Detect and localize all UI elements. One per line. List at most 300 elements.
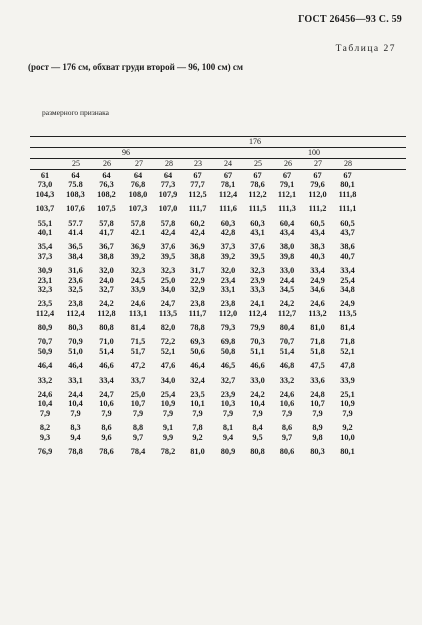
table-cell: 40,3 [310, 251, 325, 261]
table-cell: 70,3 [250, 337, 265, 347]
header-size: 26 [284, 159, 292, 168]
table-cell: 24,7 [99, 390, 114, 400]
table-cell: 50,9 [37, 346, 53, 356]
page-header: ГОСТ 26456—93 С. 59 [298, 14, 402, 25]
table-cell: 64 [102, 171, 111, 180]
table-cell: 47,5 [310, 361, 325, 371]
table-cell: 70,9 [68, 337, 83, 347]
row-group [30, 299, 406, 318]
table-cell: 33,6 [310, 375, 325, 385]
table-cell: 57,8 [130, 218, 146, 228]
table-cell: 9,3 [39, 432, 51, 442]
table-row [30, 323, 406, 332]
table-cell: 24,0 [99, 275, 114, 285]
table-row [30, 204, 406, 213]
table-cell: 33,4 [99, 375, 114, 385]
table-row [30, 228, 406, 237]
table-cell: 9,8 [312, 432, 323, 442]
table-cell: 33,1 [220, 284, 236, 294]
header-size: 26 [103, 159, 111, 168]
table-cell: 78,2 [160, 446, 176, 456]
table-row [30, 252, 406, 261]
table-cell: 32,7 [220, 375, 236, 385]
table-cell: 60,3 [220, 218, 236, 228]
table-cell: 24,9 [310, 275, 325, 285]
table-cell: 22,9 [190, 275, 205, 285]
table-cell: 67 [193, 171, 202, 180]
table-cell: 9,5 [252, 432, 263, 442]
table-cell: 33,2 [37, 375, 53, 385]
table-cell: 37,3 [220, 242, 236, 252]
header-size: 25 [72, 159, 80, 168]
table-cell: 33,3 [250, 284, 265, 294]
table-cell: 112,7 [277, 308, 297, 318]
table-cell: 9,2 [192, 432, 203, 442]
table-cell: 35,4 [37, 242, 53, 252]
table-cell: 57,8 [160, 218, 176, 228]
table-cell: 47,6 [160, 361, 176, 371]
table-cell: 38,3 [310, 242, 325, 252]
table-cell: 79,6 [310, 180, 325, 190]
table-cell: 8,9 [312, 423, 323, 433]
table-cell: 24,9 [340, 299, 355, 309]
table-cell: 37,3 [37, 251, 53, 261]
table-cell: 52,1 [160, 346, 176, 356]
table-cell: 30,9 [37, 266, 53, 276]
table-cell: 24,2 [250, 390, 265, 400]
table-cell: 80,3 [68, 323, 83, 333]
table-cell: 46,4 [68, 361, 83, 371]
table-cell: 78,6 [250, 180, 265, 190]
table-cell: 50,6 [190, 346, 205, 356]
header-chest-100: 100 [308, 148, 320, 157]
header-size: 25 [254, 159, 262, 168]
table-cell: 60,2 [190, 218, 205, 228]
row-group [30, 423, 406, 442]
table-cell: 79,3 [220, 323, 236, 333]
table-cell: 7,9 [281, 408, 293, 418]
table-cell: 10,9 [340, 399, 355, 409]
table-cell: 7,8 [192, 423, 203, 433]
table-row [30, 266, 406, 275]
table-cell: 77,7 [190, 180, 205, 190]
measurements-table [30, 136, 406, 456]
header-row-sizes [30, 159, 406, 169]
table-cell: 67 [313, 171, 322, 180]
table-cell: 73,0 [37, 180, 53, 190]
table-label: Таблица 27 [335, 44, 396, 54]
table-row [30, 219, 406, 228]
table-cell: 10,4 [68, 399, 83, 409]
table-cell: 112,4 [35, 308, 55, 318]
table-row [30, 276, 406, 285]
header-size: 24 [224, 159, 232, 168]
table-cell: 9,1 [162, 423, 174, 433]
row-group [30, 323, 406, 332]
table-cell: 38,6 [340, 242, 355, 252]
table-cell: 9,7 [281, 432, 293, 442]
table-cell: 108,2 [97, 189, 116, 199]
table-cell: 111,3 [278, 204, 296, 214]
table-cell: 80,8 [250, 446, 265, 456]
table-cell: 43,4 [310, 227, 325, 237]
table-cell: 112,4 [66, 308, 85, 318]
table-cell: 8,3 [70, 423, 81, 433]
table-cell: 33,7 [130, 375, 146, 385]
table-cell: 112,4 [248, 308, 267, 318]
table-cell: 46,6 [99, 361, 114, 371]
table-cell: 80,3 [310, 446, 325, 456]
table-cell: 60,5 [340, 218, 355, 228]
table-cell: 24,6 [279, 390, 295, 400]
table-row [30, 447, 406, 456]
table-cell: 107,9 [158, 189, 178, 199]
table-cell: 23,6 [68, 275, 83, 285]
table-cell: 34,0 [160, 284, 176, 294]
table-cell: 70,7 [279, 337, 295, 347]
table-cell: 10,1 [190, 399, 205, 409]
table-cell: 24,1 [250, 299, 265, 309]
table-cell: 69,3 [190, 337, 205, 347]
header-size: 28 [165, 159, 173, 168]
table-cell: 51,0 [68, 346, 83, 356]
table-cell: 38,4 [68, 251, 83, 261]
table-cell: 36,7 [99, 242, 114, 252]
row-group [30, 242, 406, 261]
table-cell: 7,9 [162, 408, 174, 418]
table-cell: 7,9 [312, 408, 323, 418]
table-cell: 71,8 [310, 337, 325, 347]
table-cell: 67 [253, 171, 262, 180]
table-cell: 81,4 [130, 323, 146, 333]
table-cell: 51,1 [250, 346, 265, 356]
table-row [30, 180, 406, 189]
table-row [30, 337, 406, 346]
table-cell: 23,5 [190, 390, 205, 400]
table-cell: 40,1 [37, 227, 53, 237]
table-cell: 25,0 [160, 275, 176, 285]
row-group [30, 266, 406, 294]
row-group [30, 390, 406, 418]
table-cell: 111,7 [188, 308, 207, 318]
table-cell: 52,1 [340, 346, 355, 356]
table-cell: 64 [71, 171, 80, 180]
table-cell: 107,5 [97, 204, 116, 214]
table-cell: 24,2 [279, 299, 295, 309]
table-cell: 34,8 [340, 284, 355, 294]
table-cell: 107,6 [66, 204, 85, 214]
table-cell: 51,8 [310, 346, 325, 356]
table-cell: 57,8 [99, 218, 114, 228]
table-cell: 32,5 [68, 284, 83, 294]
row-group [30, 376, 406, 385]
table-cell: 107,3 [128, 204, 148, 214]
table-cell: 31,7 [190, 266, 205, 276]
table-cell: 112,4 [218, 189, 238, 199]
table-cell: 7,9 [101, 408, 112, 418]
table-cell: 24,8 [310, 390, 325, 400]
table-cell: 61 [40, 171, 50, 180]
table-cell: 10,9 [160, 399, 176, 409]
table-cell: 33,4 [310, 266, 325, 276]
table-cell: 32,9 [190, 284, 205, 294]
table-row [30, 309, 406, 318]
table-row [30, 347, 406, 356]
table-cell: 25,1 [340, 390, 355, 400]
row-group [30, 447, 406, 456]
table-cell: 78,1 [220, 180, 236, 190]
table-cell: 39,5 [250, 251, 265, 261]
table-cell: 9,2 [342, 423, 353, 433]
table-cell: 7,9 [132, 408, 144, 418]
table-cell: 34,6 [310, 284, 325, 294]
table-cell: 24,6 [37, 390, 53, 400]
table-cell: 10,3 [220, 399, 236, 409]
table-cell: 112,5 [188, 189, 207, 199]
table-row [30, 390, 406, 399]
table-cell: 9,4 [222, 432, 234, 442]
table-cell: 79,9 [250, 323, 265, 333]
row-group [30, 337, 406, 356]
header-size: 23 [194, 159, 202, 168]
table-cell: 79,1 [279, 180, 295, 190]
row-group [30, 361, 406, 370]
table-cell: 7,9 [192, 408, 203, 418]
table-cell: 9,4 [70, 432, 81, 442]
table-cell: 23,8 [190, 299, 205, 309]
table-row [30, 399, 406, 408]
table-cell: 46,5 [220, 361, 236, 371]
table-cell: 32,7 [99, 284, 114, 294]
table-cell: 42.1 [130, 227, 146, 237]
table-cell: 25,0 [130, 390, 146, 400]
table-cell: 80,9 [37, 323, 53, 333]
table-cell: 113,2 [308, 308, 327, 318]
table-cell: 7,9 [252, 408, 263, 418]
table-cell: 113,5 [158, 308, 178, 318]
table-cell: 33,0 [250, 375, 265, 385]
table-row [30, 376, 406, 385]
table-cell: 70,7 [37, 337, 53, 347]
table-cell: 39,2 [130, 251, 146, 261]
table-cell: 33,4 [340, 266, 355, 276]
table-cell: 24,7 [160, 299, 176, 309]
table-cell: 36,5 [68, 242, 83, 252]
table-cell: 78,6 [99, 446, 114, 456]
table-cell: 81,0 [190, 446, 205, 456]
row-group [30, 171, 406, 199]
table-cell: 113,5 [338, 308, 357, 318]
table-body [30, 171, 406, 456]
table-cell: 67 [343, 171, 352, 180]
table-cell: 10,4 [37, 399, 53, 409]
table-row [30, 433, 406, 442]
table-cell: 76,3 [99, 180, 114, 190]
table-cell: 64 [163, 171, 173, 180]
table-cell: 80,9 [220, 446, 236, 456]
table-cell: 111,6 [219, 204, 237, 214]
table-cell: 10,7 [130, 399, 146, 409]
table-cell: 111,5 [248, 204, 267, 214]
table-cell: 25,4 [340, 275, 355, 285]
table-cell: 111,2 [308, 204, 327, 214]
table-row [30, 190, 406, 199]
table-cell: 33,2 [279, 375, 295, 385]
table-cell: 36,9 [130, 242, 146, 252]
table-cell: 8,1 [222, 423, 234, 433]
table-cell: 112,1 [277, 189, 297, 199]
table-cell: 69,8 [220, 337, 236, 347]
table-cell: 39,5 [160, 251, 176, 261]
header-height-value: 176 [249, 137, 261, 146]
table-cell: 72,2 [160, 337, 176, 347]
table-row [30, 299, 406, 308]
table-cell: 23,8 [220, 299, 236, 309]
table-cell: 71,0 [99, 337, 114, 347]
table-cell: 46,4 [37, 361, 53, 371]
header-size: 28 [344, 159, 352, 168]
table-cell: 38,0 [279, 242, 295, 252]
table-cell: 80,8 [99, 323, 114, 333]
table-cell: 46,8 [279, 361, 295, 371]
table-cell: 23,1 [37, 275, 53, 285]
table-cell: 23,9 [250, 275, 265, 285]
header-row-height [30, 137, 406, 147]
table-cell: 81,4 [340, 323, 355, 333]
column-header-label: размерного признака [42, 108, 109, 117]
table-cell: 8,8 [132, 423, 144, 433]
table-cell: 8,4 [252, 423, 263, 433]
table-cell: 111,1 [338, 204, 357, 214]
table-cell: 67 [223, 171, 233, 180]
table-cell: 80,1 [340, 446, 355, 456]
table-cell: 76,8 [130, 180, 146, 190]
table-cell: 111,8 [338, 189, 357, 199]
table-cell: 76,9 [37, 446, 53, 456]
table-cell: 33,9 [340, 375, 355, 385]
table-row [30, 423, 406, 432]
table-cell: 42,4 [160, 227, 176, 237]
table-cell: 107,0 [158, 204, 178, 214]
table-cell: 47,2 [130, 361, 146, 371]
table-cell: 108,0 [128, 189, 148, 199]
table-cell: 43,4 [279, 227, 295, 237]
row-group [30, 204, 406, 213]
table-cell: 9,9 [162, 432, 174, 442]
table-cell: 77,3 [160, 180, 176, 190]
table-cell: 9,7 [132, 432, 144, 442]
table-cell: 24,6 [310, 299, 325, 309]
table-cell: 32,4 [190, 375, 205, 385]
table-cell: 46,6 [250, 361, 265, 371]
table-cell: 51,4 [279, 346, 295, 356]
table-cell: 32,0 [220, 266, 236, 276]
table-cell: 78,8 [68, 446, 83, 456]
table-cell: 39,8 [279, 251, 295, 261]
table-cell: 43,7 [340, 227, 355, 237]
table-cell: 24,4 [279, 275, 295, 285]
table-cell: 103,7 [35, 204, 55, 214]
table-cell: 111,7 [188, 204, 207, 214]
table-cell: 10,0 [340, 432, 355, 442]
table-cell: 42,8 [220, 227, 236, 237]
table-cell: 7,9 [342, 408, 353, 418]
table-cell: 8,6 [101, 423, 112, 433]
header-row-chest [30, 148, 406, 158]
header-chest-96: 96 [122, 148, 130, 157]
table-cell: 78,4 [130, 446, 146, 456]
table-cell: 8,6 [281, 423, 293, 433]
table-cell: 33,9 [130, 284, 146, 294]
table-cell: 7,9 [39, 408, 51, 418]
table-cell: 80,1 [340, 180, 355, 190]
table-row [30, 242, 406, 251]
table-cell: 38,8 [99, 251, 114, 261]
table-cell: 60,4 [279, 218, 295, 228]
table-cell: 34,0 [160, 375, 176, 385]
table-cell: 41,7 [99, 227, 114, 237]
table-cell: 112,2 [248, 189, 267, 199]
table-cell: 104,3 [35, 189, 55, 199]
table-cell: 39,2 [220, 251, 236, 261]
table-cell: 9,6 [101, 432, 112, 442]
table-cell: 37,6 [160, 242, 176, 252]
table-cell: 71,8 [340, 337, 355, 347]
table-cell: 32,0 [99, 266, 114, 276]
table-cell: 47,8 [340, 361, 355, 371]
table-cell: 46,4 [190, 361, 205, 371]
header-size: 27 [314, 159, 322, 168]
table-cell: 24,6 [130, 299, 146, 309]
table-cell: 10,4 [250, 399, 265, 409]
table-cell: 10,6 [279, 399, 295, 409]
table-cell: 37,6 [250, 242, 265, 252]
table-cell: 32,3 [250, 266, 265, 276]
table-cell: 51,7 [130, 346, 146, 356]
table-cell: 50,8 [220, 346, 236, 356]
table-cell: 113,1 [128, 308, 148, 318]
table-cell: 112,0 [308, 189, 327, 199]
table-cell: 38,8 [190, 251, 205, 261]
table-cell: 10,7 [310, 399, 325, 409]
table-cell: 112,8 [97, 308, 116, 318]
table-cell: 51,4 [99, 346, 114, 356]
table-cell: 55,1 [37, 218, 53, 228]
table-cell: 78,8 [190, 323, 205, 333]
table-cell: 34,5 [279, 284, 295, 294]
table-cell: 57.7 [68, 218, 83, 228]
table-cell: 33,1 [68, 375, 83, 385]
table-cell: 23,4 [220, 275, 236, 285]
table-row [30, 285, 406, 294]
table-cell: 23,5 [37, 299, 53, 309]
table-cell: 32,3 [37, 284, 53, 294]
table-cell: 60,3 [250, 218, 265, 228]
table-cell: 33,0 [279, 266, 295, 276]
table-cell: 23,8 [68, 299, 83, 309]
table-subtitle: (рост — 176 см, обхват груди второй — 96, 100 см) см [28, 62, 244, 72]
table-cell: 60,5 [310, 218, 325, 228]
table-cell: 24,4 [68, 390, 83, 400]
table-cell: 41.4 [68, 227, 83, 237]
table-rule [30, 169, 406, 170]
table-cell: 80,6 [279, 446, 295, 456]
table-cell: 24,5 [130, 275, 146, 285]
table-row [30, 409, 406, 418]
table-cell: 75.8 [68, 180, 83, 190]
table-cell: 24,2 [99, 299, 114, 309]
table-cell: 80,4 [279, 323, 295, 333]
